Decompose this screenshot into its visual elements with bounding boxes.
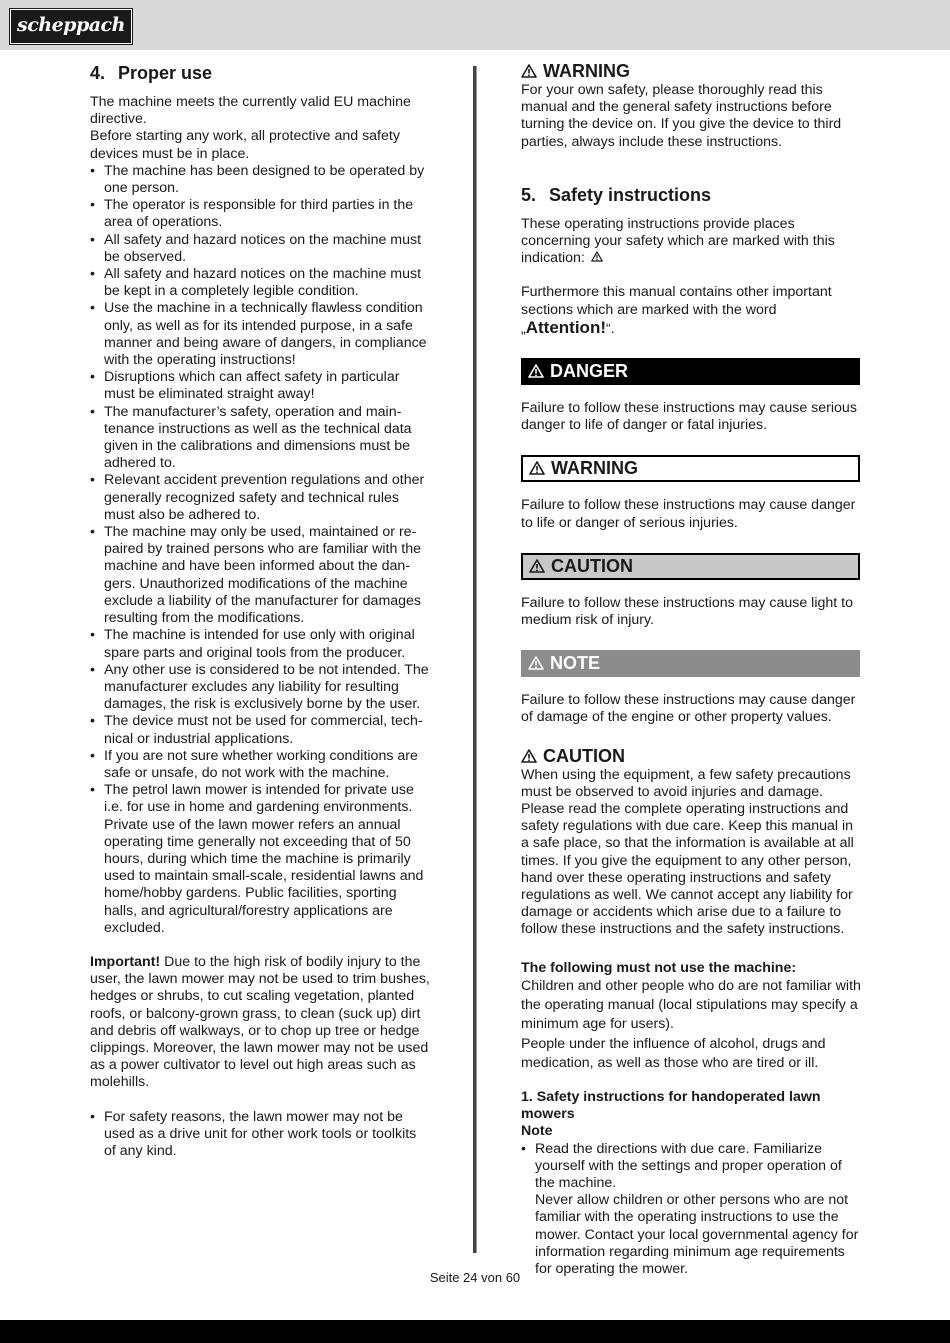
safety-intro-paragraph: These operating instructions provide places concerning your safety which are marked with this indication:: [521, 215, 835, 267]
list-item: • The petrol lawn mower is intended for private use i.e. for use in home and gardening environments. Private use of the lawn mower refers an annual operating time generally not exceeding that of 50 hours, during which time the machine is primarily used to maintain small-scale, residential lawns and home/hobby gardens. Public facilities, sporting halls, and agricultural/forestry applications are excluded.: [90, 782, 432, 937]
caution-heading: CAUTION: [521, 745, 861, 767]
final-list: [90, 1109, 432, 1161]
list-item: • Use the machine in a technically flawless condition only, as well as for its intended purpose, in a safe manner and being aware of dangers, in compliance with the operating instructions!: [90, 300, 432, 369]
warning-triangle-icon: [591, 251, 603, 262]
brand-logo: scheppach: [10, 9, 132, 44]
important-label: Important!: [90, 953, 161, 970]
must-not-paragraph: Children and other people who do are not familiar with the operating manual (local stipulations may specify a minimum age for users).: [521, 977, 861, 1033]
attention-word: Attention!: [525, 317, 606, 337]
warning-heading: WARNING: [521, 60, 861, 82]
left-column: [90, 60, 432, 1160]
important-paragraph: Important! Due to the high risk of bodily injury to the user, the lawn mower may not be used to trim bushes, hedges or shrubs, to cut scaling vegetation, planted roofs, or balcony-grown grass, to clean (suck up) dirt and debris off walkways, or to chop up tree or hedge clippings. Moreover, the lawn mower may not be used as a power cultivator to level out high areas such as molehills.: [90, 953, 430, 1091]
warning-paragraph: For your own safety, please thoroughly read this manual and the general safety instructions before turning the device on. If you give the device to third parties, always include these instructions.: [521, 82, 842, 150]
list-item: • All safety and hazard notices on the machine must be kept in a completely legible condition.: [90, 266, 432, 300]
caution-box: CAUTION: [521, 553, 860, 580]
list-item: • Disruptions which can affect safety in particular must be eliminated straight away!: [90, 369, 432, 403]
note-box-text: Failure to follow these instructions may cause danger of damage of the engine or other property values.: [521, 692, 856, 726]
list-item: • Any other use is considered to be not intended. The manufacturer excludes any liability for resulting damages, the risk is exclusively borne by the user.: [90, 662, 432, 714]
caution-box-text: Failure to follow these instructions may cause light to medium risk of injury.: [521, 594, 853, 629]
warning-box-text: Failure to follow these instructions may cause danger to life or danger of serious injuries.: [521, 497, 856, 531]
warning-triangle-icon: [521, 64, 537, 78]
intro-paragraph: The machine meets the currently valid EU machine directive.: [90, 94, 411, 128]
list-item: • The operator is responsible for third parties in the area of operations.: [90, 197, 432, 231]
must-not-paragraph: People under the influence of alcohol, drugs and medication, as well as those who are tired or ill.: [521, 1035, 826, 1071]
list-item: • Relevant accident prevention regulations and other generally recognized safety and technical rules must also be adhered to.: [90, 472, 432, 524]
footer-bar: [0, 1320, 950, 1343]
right-column: [521, 60, 861, 1278]
list-item: • The machine has been designed to be operated by one person.: [90, 163, 432, 197]
list-item: • The manufacturer’s safety, operation and maintenance instructions as well as the technical data given in the calibrations and dimensions must be adhered to.: [90, 404, 432, 473]
warning-triangle-icon: [528, 364, 544, 378]
danger-box: DANGER: [521, 358, 860, 385]
list-item: • Read the directions with due care. Familiarize yourself with the settings and proper operation of the machine. Never allow children or other persons who are not familiar with the operating instructions to use the mower. Contact your local governmental agency for information regarding minimum age requirements for operating the mower.: [521, 1141, 861, 1279]
note-list: [521, 1141, 861, 1279]
caution-paragraph: When using the equipment, a few safety precautions must be observed to avoid injuries and damage. Please read the complete operating instructions and safety regulations with due care. Keep this manual in a safe place, so that the information is available at all times. If you give the equipment to any other person, hand over these operating instructions and safety regulations as well. We cannot accept any liability for damage or accidents which arise due to a failure to follow these instructions and the safety instructions.: [521, 766, 854, 938]
danger-text: Failure to follow these instructions may cause serious danger to life of danger or fatal injuries.: [521, 400, 857, 434]
intro-paragraph: Before starting any work, all protective and safety devices must be in place.: [90, 128, 400, 162]
sub-heading: 1. Safety instructions for handoperated lawn mowers: [521, 1088, 821, 1123]
warning-triangle-icon: [529, 559, 545, 573]
header-bar: [0, 0, 950, 50]
note-box: NOTE: [521, 650, 860, 677]
section-heading-safety: 5. Safety instructions: [521, 184, 712, 205]
list-item: • All safety and hazard notices on the machine must be observed.: [90, 232, 432, 266]
list-item: • For safety reasons, the lawn mower may not be used as a drive unit for other work tools or toolkits of any kind.: [90, 1109, 432, 1161]
column-divider: [473, 66, 476, 1253]
list-item: • The machine is intended for use only with original spare parts and original tools from the producer.: [90, 627, 432, 661]
warning-triangle-icon: [528, 656, 544, 670]
proper-use-list: [90, 163, 432, 937]
warning-triangle-icon: [529, 461, 545, 475]
attention-paragraph: Furthermore this manual contains other important sections which are marked with the word „Attention!“.: [521, 284, 832, 337]
list-item: • The machine may only be used, maintained or repaired by trained persons who are familiar with the machine and have been informed about the dangers. Unauthorized modifications of the machine exclude a liability of the manufacturer for damages resulting from the modifications.: [90, 524, 432, 627]
section-heading-proper-use: 4. Proper use: [90, 63, 213, 83]
warning-triangle-icon: [521, 749, 537, 763]
must-not-heading: The following must not use the machine:: [521, 959, 797, 976]
warning-box: WARNING: [521, 455, 860, 482]
note-label: Note: [521, 1123, 553, 1140]
list-item: • If you are not sure whether working conditions are safe or unsafe, do not work with the machine.: [90, 748, 432, 782]
list-item: • The device must not be used for commercial, technical or industrial applications.: [90, 713, 432, 747]
page-number: Seite 24 von 60: [429, 1270, 521, 1285]
